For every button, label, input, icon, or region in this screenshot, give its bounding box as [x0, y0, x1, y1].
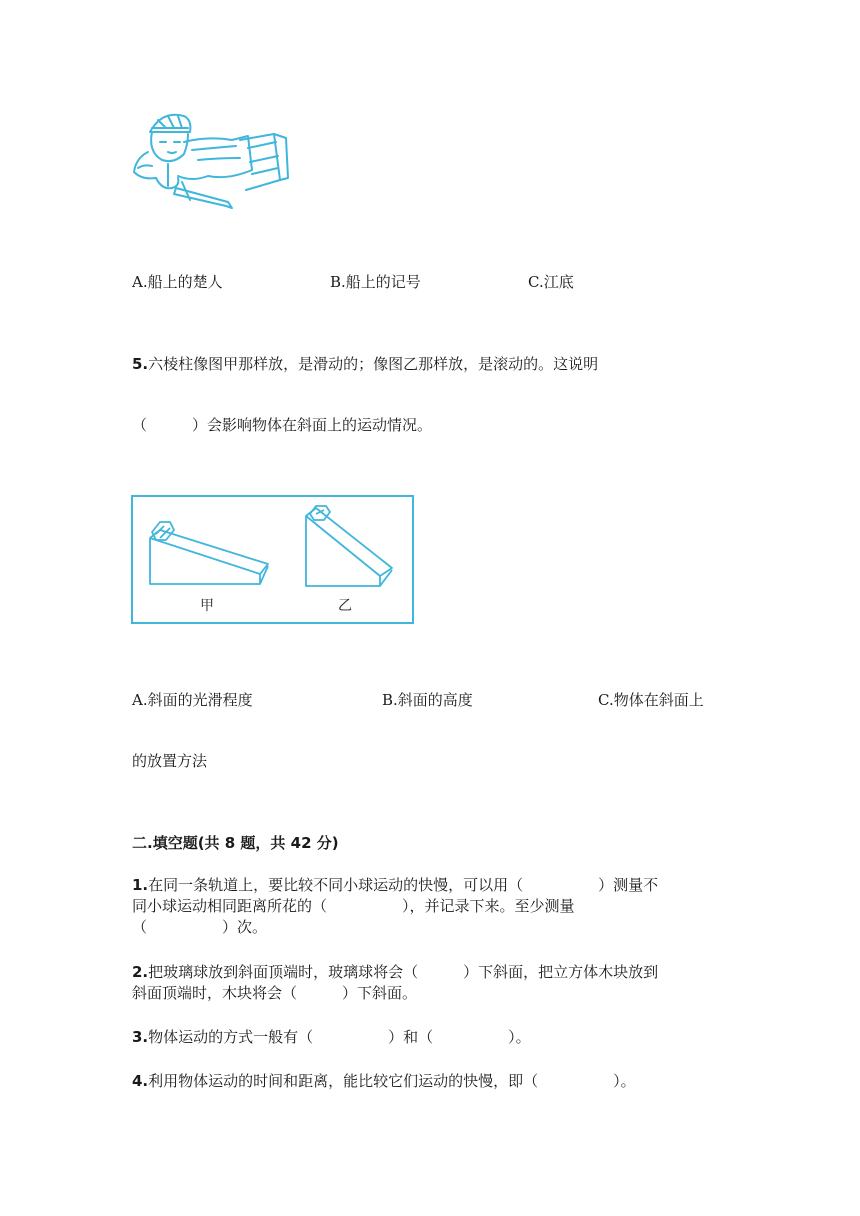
option-c: C.江底	[528, 273, 574, 291]
boat-person-illustration	[128, 106, 298, 216]
question-number: 2.	[132, 963, 149, 981]
question-number: 5.	[132, 355, 149, 373]
option-b: B.斜面的高度	[382, 691, 473, 709]
option-b: B.船上的记号	[330, 273, 421, 291]
option-c-continued: 的放置方法	[132, 752, 208, 770]
fill-question-1	[132, 875, 732, 938]
question-5-line1	[132, 353, 598, 374]
question-text: 物体运动的方式一般有（ ）和（ ）。	[148, 1028, 531, 1046]
incline-figure	[130, 494, 415, 626]
question-text: 斜面顶端时，木块将会（ ）下斜面。	[132, 984, 418, 1002]
question-number: 3.	[132, 1028, 149, 1046]
question-text: 利用物体运动的时间和距离，能比较它们运动的快慢，即（ ）。	[148, 1072, 636, 1090]
option-c: C.物体在斜面上	[598, 691, 704, 709]
fill-question-3	[132, 1027, 732, 1048]
question-5-line2: （ ）会影响物体在斜面上的运动情况。	[132, 416, 433, 434]
question-number: 4.	[132, 1072, 149, 1090]
question-text: 把玻璃球放到斜面顶端时，玻璃球将会（ ）下斜面，把立方体木块放到	[148, 963, 659, 981]
option-a: A.船上的楚人	[132, 273, 223, 291]
figure-label-jia: 甲	[200, 598, 214, 614]
fill-question-4	[132, 1071, 732, 1092]
question-text: 六棱柱像图甲那样放，是滑动的；像图乙那样放，是滚动的。这说明	[148, 355, 599, 373]
question-text: 在同一条轨道上，要比较不同小球运动的快慢，可以用（ ）测量不	[148, 876, 659, 894]
question-text: （ ）次。	[132, 918, 268, 936]
question-text: 同小球运动相同距离所花的（ ），并记录下来。至少测量	[132, 897, 575, 915]
section-title: 二.填空题(共 8 题，共 42 分)	[132, 834, 339, 852]
question-number: 1.	[132, 876, 149, 894]
option-a: A.斜面的光滑程度	[132, 691, 253, 709]
fill-question-2	[132, 962, 732, 1004]
figure-label-yi: 乙	[338, 598, 352, 614]
